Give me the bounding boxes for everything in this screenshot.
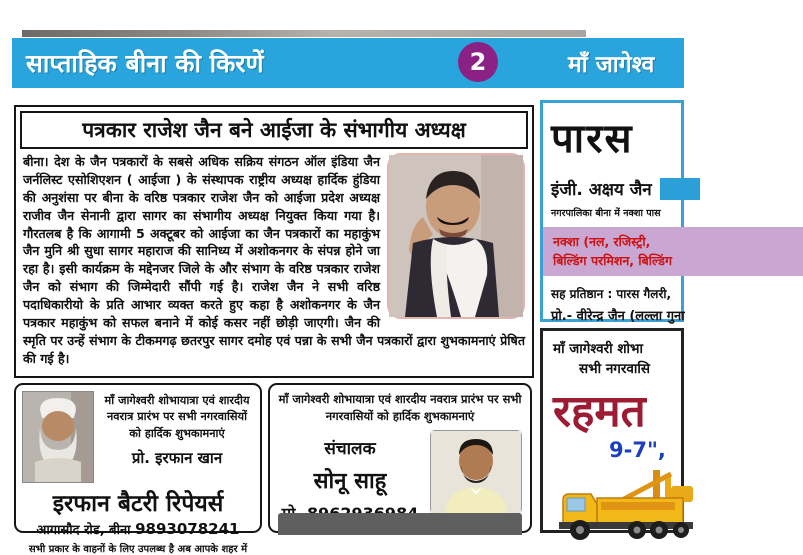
paras-branch-line: सह प्रतिष्ठान : पारस गैलरी, [551,286,672,301]
irfan-khan-photo [22,391,94,483]
sonu-greeting: माँ जागेश्वरी शोभायात्रा एवं शारदीय नवरात्र प्रारंभ पर सभी नगरवासियों को हार्दिक शुभकामनाएं [278,392,522,424]
paras-services-line1: नक्शा (नल, रजिस्ट्री, [553,234,651,249]
masthead-banner [12,38,684,88]
masthead-right-title: माँ जागेश्व [568,52,655,78]
irfan-address-line [22,520,254,538]
drilling-truck-icon [553,464,685,546]
irfan-phone: 9893078241 [135,520,240,538]
sonu-role: संचालक [324,438,376,459]
paras-proprietor: प्रो.- वीरेन्द्र जैन (लल्ला गुना [551,308,685,324]
article-headline-box [20,111,528,149]
page-number-badge [458,42,498,82]
rahmat-greeting-line2: सभी नगरवासि [579,361,651,378]
paras-engineer-name: इंजी. अक्षय जैन [551,180,652,200]
rajesh-jain-photo [387,153,525,319]
masthead-title: साप्ताहिक बीना की किरणें [26,49,264,78]
irfan-greeting: माँ जागेश्वरी शोभायात्रा एवं शारदीय नवरात्र प्रारंभ पर सभी नगरवासियों को हार्दिक शुभकामनाएं [104,394,250,440]
article-headline: पत्रकार राजेश जैन बने आईजा के संभागीय अध्यक्ष [82,118,466,142]
paras-subline: नगरपालिका बीना में नक्शा पास [551,208,661,219]
sonu-sahu-photo [430,430,522,514]
paras-services-line2: बिल्डिंग परमिशन, बिल्डिंग [553,253,672,269]
paras-blue-box [660,178,700,200]
paras-services-band [543,227,803,276]
scan-edge-strip [22,30,586,37]
sonu-bottom-bar [278,513,522,535]
sonu-ad [268,383,532,533]
article-body [20,152,528,372]
article-body-text: बीना। देश के जैन पत्रकारों के सबसे अधिक सक्रिय संगठन ऑल इंडिया जैन जर्नलिस्ट एसोशिएशन ( आईजा ) के संस्थापक राष्ट्रीय अध्यक्ष हार्दिक हुंडिया की अनुशंसा पर बीना के वरिष्ठ पत्रकार राजेश जैन को आईजा प्रदेश अध्यक्ष राजीव जैन सेनानी द्वारा सागर का संभागीय अध्यक्ष नियुक्त किया गया है। गौरतलब है कि आगामी 5 अक्टूबर को आईजा का जैन पत्रकारों का महाकुंभ जैन मुनि श्री सुधा सागर महाराज की सानिध्य में अशोकनगर के संपन्न होने जा रहा है। इसी कार्यक्रम के मद्देनजर जिले के और संभाग के वरिष्ठ पत्रकार राजेश जैन को संभाग की जिम्मेदारी सौंपी गई है। राजेश जैन ने सभी वरिष्ठ पदाधिकारीयो के प्रति आभार व्यक्त करते हुए कहा है अशोकनगर के जैन पत्रकार महाकुंभ को सफल बनाने में कोई कसर नहीं छोड़ी जाएगी। जैन की स्मृति पर उन्हें संभाग के टीकमगढ़ छतरपुर सागर दमोह एवं पन्ना के सभी जैन पत्रकारों द्वारा शुभकामनाएं प्रेषित की गई है। [23,154,525,366]
irfan-address: आगासौद रोड, बीना [36,523,131,538]
irfan-ad [14,383,262,555]
rahmat-greeting-line1: माँ जागेश्वरी शोभा [553,341,644,357]
irfan-business-name: इरफान बैटरी रिपेयर्स [52,491,224,517]
article-box [14,105,534,378]
sonu-name: सोनू साहू [313,468,387,494]
rahmat-brand: रहमत [553,385,646,437]
irfan-proprietor: प्रो. इरफान खान [131,449,223,468]
rahmat-size-text: 9-7", [609,437,666,462]
paras-ad [540,100,684,322]
rahmat-ad [540,328,684,533]
irfan-tagline: सभी प्रकार के वाहनों के लिए उपलब्ध है अब आपके शहर में [28,544,248,555]
paras-brand: पारस [551,116,634,162]
page-number: 2 [469,48,487,76]
